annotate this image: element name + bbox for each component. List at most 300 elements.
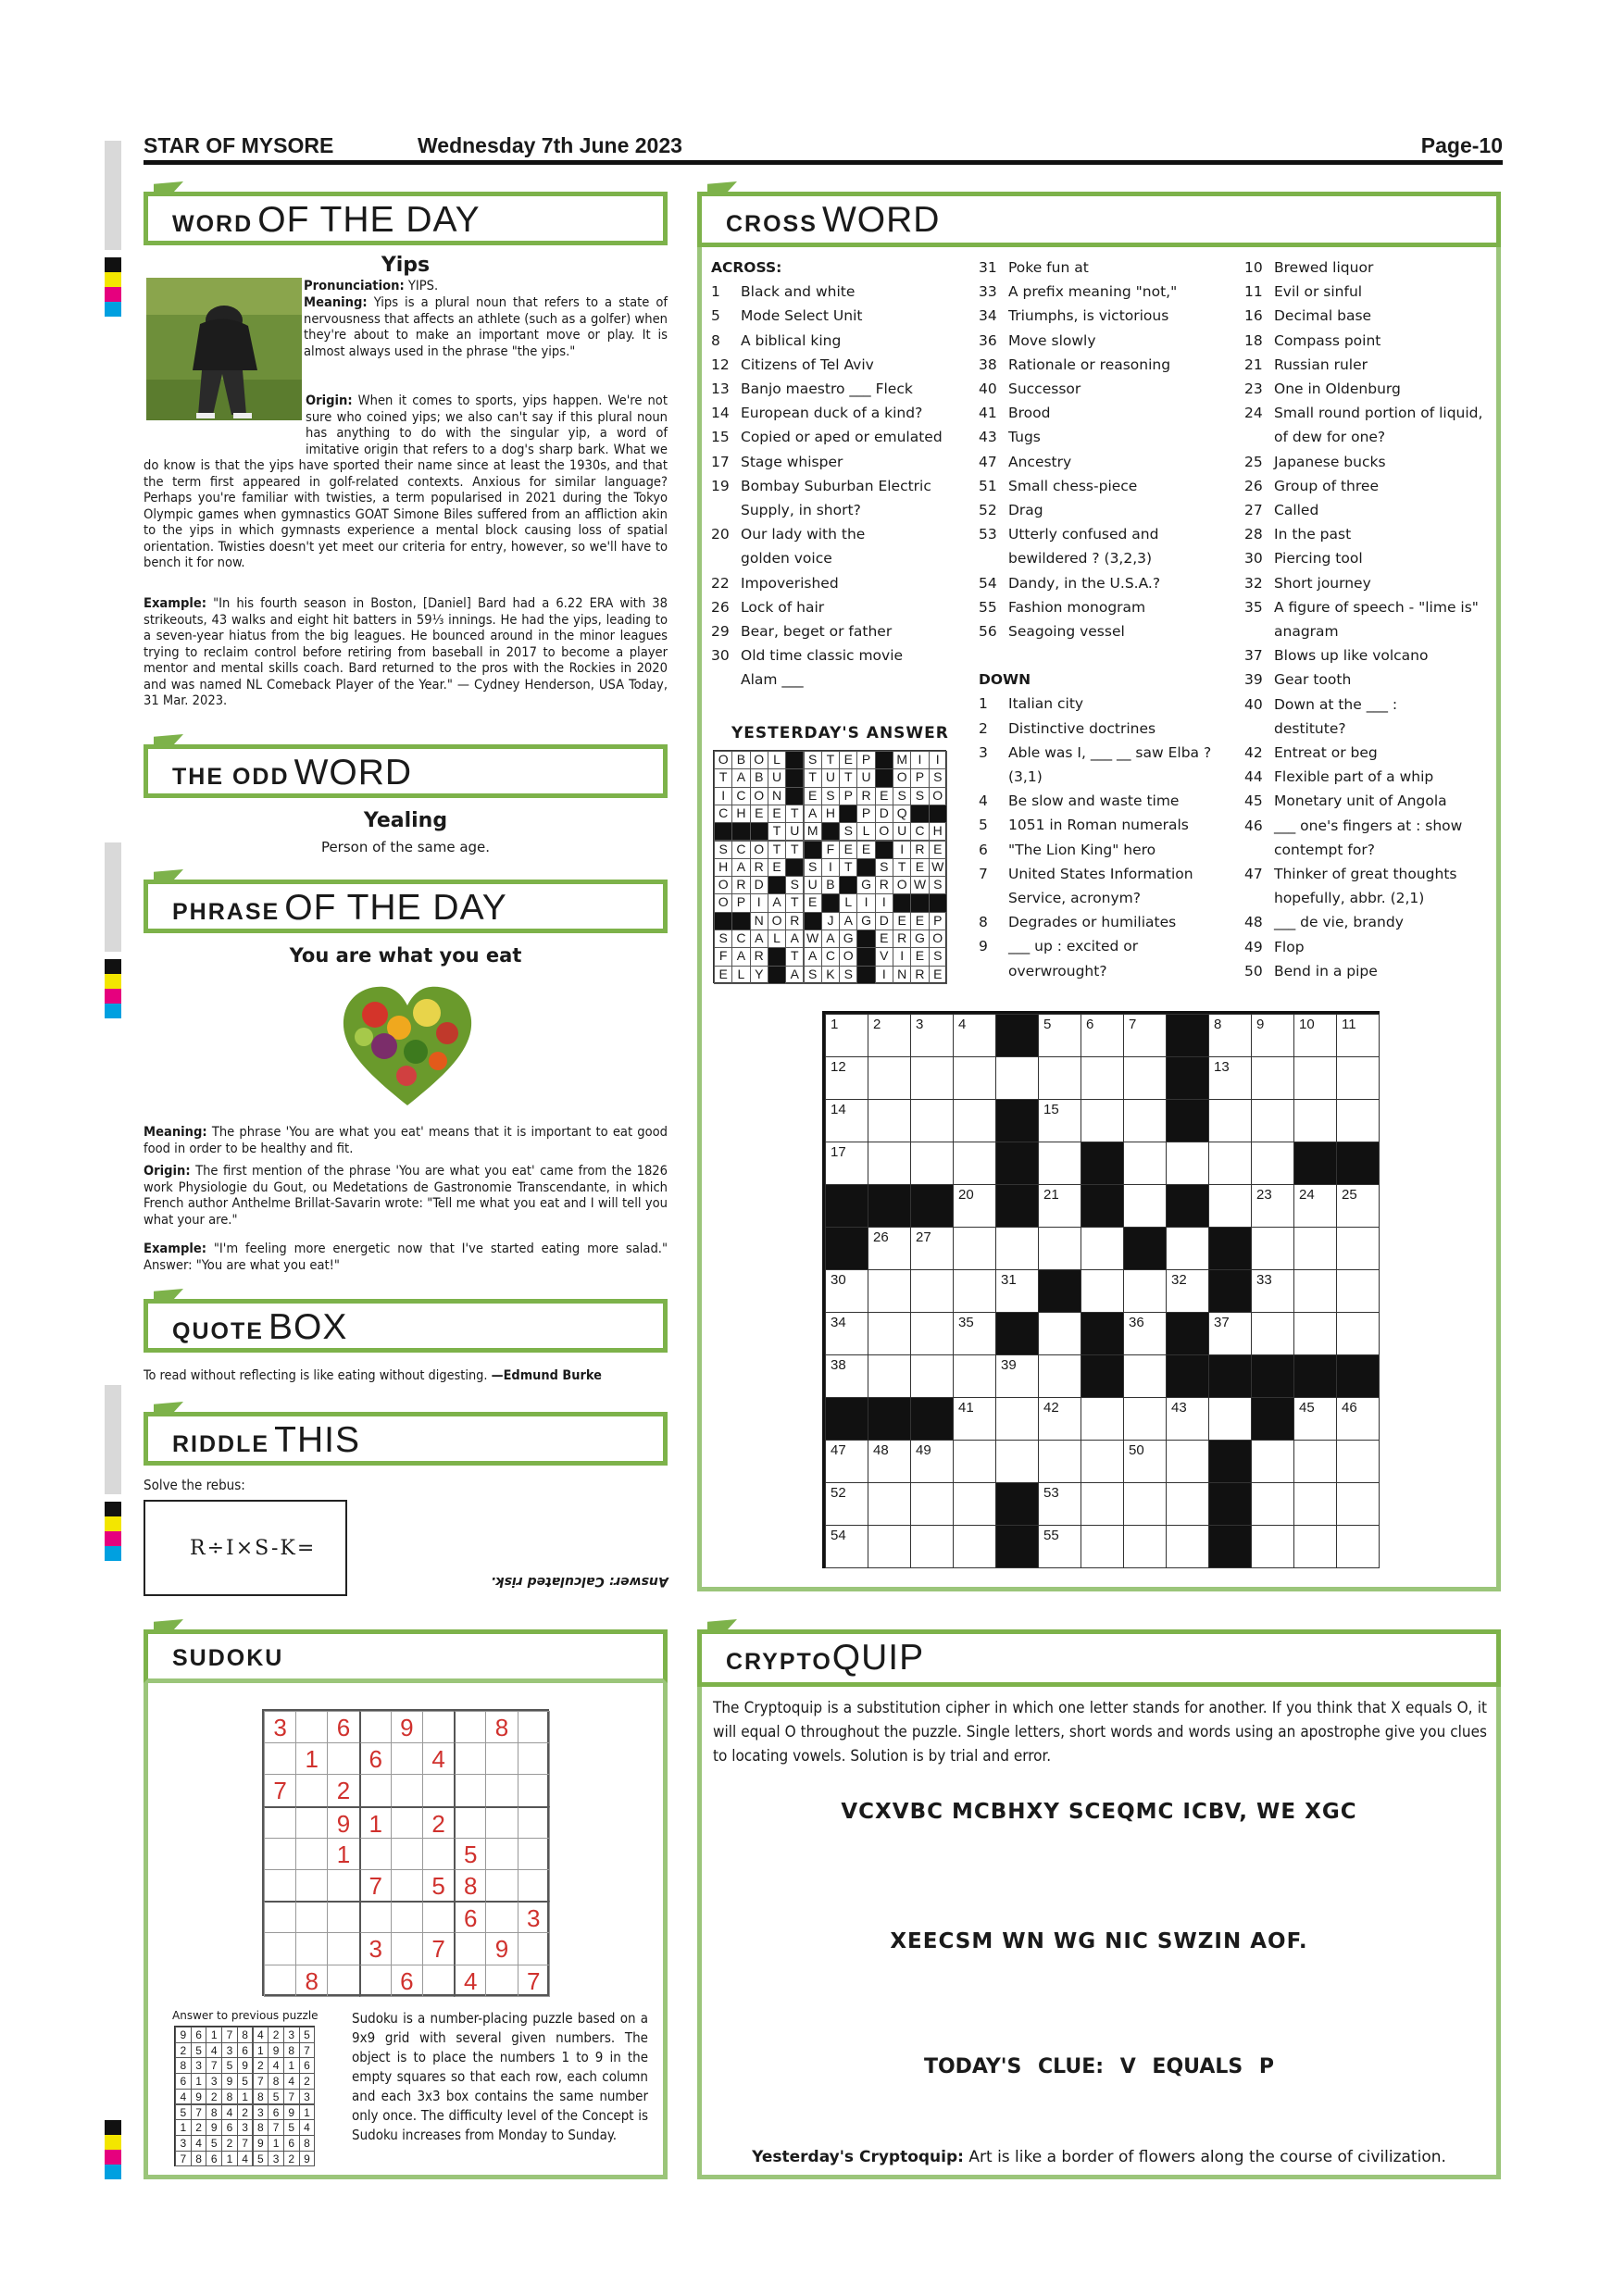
answer-cell: I [893,841,911,859]
clue: 44 Flexible part of a whip [1244,768,1434,786]
rebus-box [144,1500,347,1596]
sudoku-cell[interactable] [327,1869,359,1902]
sudoku-cell[interactable]: 4 [454,1965,486,1997]
answer-cell [856,947,875,966]
answer-cell: P [910,768,929,787]
crossword-cell[interactable]: 24 [1293,1184,1337,1228]
clue: 46 ___ one's fingers at : show [1244,817,1463,834]
crossword-cell[interactable] [1208,1184,1252,1228]
crossword-cell[interactable]: 53 [1038,1482,1081,1526]
sudoku-cell[interactable]: 3 [518,1901,550,1933]
sudoku-cell[interactable]: 8 [485,1711,518,1743]
crossword-cell[interactable] [953,1227,996,1270]
crossword-cell[interactable] [910,1482,954,1526]
sudoku-cell[interactable] [264,1742,296,1775]
crossword-cell[interactable] [1123,1184,1167,1228]
sudoku-cell[interactable] [359,1838,392,1870]
sudoku-cell[interactable] [264,1932,296,1965]
crossword-cell[interactable] [868,1099,911,1142]
clue: 34 Triumphs, is victorious [979,307,1169,325]
sudoku-cell[interactable] [327,1932,359,1965]
crossword-cell[interactable] [1123,1056,1167,1100]
crossword-cell[interactable] [953,1269,996,1313]
black-square [1081,1354,1124,1398]
sudoku-cell[interactable] [391,1869,423,1902]
sudoku-cell[interactable]: 6 [327,1711,359,1743]
crossword-cell[interactable]: 9 [1251,1014,1294,1057]
answer-cell [875,751,893,769]
sudoku-cell[interactable] [327,1742,359,1775]
clue: 32 Short journey [1244,574,1371,592]
previous-answer-cell: 5 [268,2089,284,2105]
previous-answer-cell: 4 [299,2119,316,2136]
sudoku-cell[interactable] [264,1965,296,1997]
crossword-cell[interactable] [1038,1056,1081,1100]
answer-cell: A [785,966,804,984]
answer-cell: R [731,876,750,894]
sudoku-cell[interactable] [264,1806,296,1839]
crossword-cell[interactable] [1293,1525,1337,1568]
crossword-cell[interactable] [1293,1482,1337,1526]
sudoku-cell[interactable] [422,1838,455,1870]
answer-cell: L [856,822,875,841]
sudoku-cell[interactable] [518,1932,550,1965]
sudoku-cell[interactable]: 9 [391,1711,423,1743]
crossword-cell[interactable]: 11 [1336,1014,1380,1057]
answer-cell: S [929,947,947,966]
crossword-cell[interactable] [1251,1525,1294,1568]
answer-cell [804,841,822,859]
clue: Service, acronym? [1008,890,1141,907]
clue: 40 Successor [979,381,1081,398]
crossword-cell[interactable] [1336,1312,1380,1355]
sudoku-cell[interactable]: 9 [485,1932,518,1965]
crossword-cell[interactable]: 3 [910,1014,954,1057]
crossword-cell[interactable] [1336,1440,1380,1483]
sudoku-cell[interactable] [327,1901,359,1933]
sudoku-cell[interactable]: 6 [454,1901,486,1933]
crossword-cell[interactable] [1081,1525,1124,1568]
clue: Supply, in short? [741,502,861,519]
crossword-cell[interactable] [953,1056,996,1100]
crossword-cell[interactable] [868,1269,911,1313]
crossword-cell[interactable]: 7 [1123,1014,1167,1057]
sudoku-cell[interactable] [454,1774,486,1806]
crossword-cell[interactable] [1208,1397,1252,1441]
crossword-cell[interactable] [1208,1142,1252,1185]
previous-answer-cell: 8 [206,2104,222,2121]
crossword-cell[interactable] [1081,1269,1124,1313]
yesterday-crossword-answer [713,750,946,983]
answer-cell: C [910,822,929,841]
crossword-cell[interactable]: 36 [1123,1312,1167,1355]
clue: 13 Banjo maestro ___ Fleck [711,381,913,398]
crossword-cell[interactable] [1293,1312,1337,1355]
black-square [1166,1014,1209,1057]
crossword-cell[interactable] [1123,1142,1167,1185]
crossword-cell[interactable] [1251,1099,1294,1142]
previous-answer-cell: 8 [221,2089,238,2105]
previous-answer-cell: 5 [206,2135,222,2152]
crossword-cell[interactable] [868,1354,911,1398]
answer-cell [875,768,893,787]
sudoku-cell[interactable] [264,1901,296,1933]
crossword-cell[interactable] [1038,1354,1081,1398]
crossword-cell[interactable]: 4 [953,1014,996,1057]
crossword-cell[interactable]: 33 [1251,1269,1294,1313]
sudoku-cell[interactable] [485,1838,518,1870]
previous-answer-cell: 1 [206,2027,222,2043]
sudoku-cell[interactable] [485,1901,518,1933]
quote-box-heading: QUOTE BOX [144,1299,668,1353]
crossword-cell[interactable] [1251,1142,1294,1185]
previous-answer-cell: 2 [299,2073,316,2090]
sudoku-cell[interactable]: 1 [295,1742,328,1775]
crossword-cell[interactable] [910,1525,954,1568]
crossword-cell[interactable]: 30 [825,1269,868,1313]
answer-cell: I [910,751,929,769]
crossword-cell[interactable]: 50 [1123,1440,1167,1483]
crossword-cell[interactable] [953,1525,996,1568]
sudoku-cell[interactable] [264,1838,296,1870]
crossword-cell[interactable]: 31 [995,1269,1039,1313]
sudoku-cell[interactable]: 8 [454,1869,486,1902]
crossword-cell[interactable] [1166,1227,1209,1270]
crossword-cell[interactable]: 2 [868,1014,911,1057]
crossword-cell[interactable] [1336,1099,1380,1142]
crossword-cell[interactable] [868,1142,911,1185]
sudoku-cell[interactable] [391,1806,423,1839]
sudoku-cell[interactable]: 6 [391,1965,423,1997]
crossword-cell[interactable] [1081,1440,1124,1483]
sudoku-cell[interactable]: 7 [422,1932,455,1965]
crossword-cell[interactable] [1336,1482,1380,1526]
sudoku-cell[interactable]: 7 [264,1774,296,1806]
sudoku-cell[interactable] [295,1806,328,1839]
crossword-cell[interactable]: 23 [1251,1184,1294,1228]
crossword-cell[interactable]: 17 [825,1142,868,1185]
crossword-cell[interactable] [1251,1312,1294,1355]
crossword-cell[interactable]: 6 [1081,1014,1124,1057]
sudoku-cell[interactable] [485,1742,518,1775]
crossword-cell[interactable]: 38 [825,1354,868,1398]
crossword-cell[interactable] [1166,1142,1209,1185]
crossword-cell[interactable] [1336,1269,1380,1313]
sudoku-cell[interactable] [454,1742,486,1775]
crossword-cell[interactable]: 5 [1038,1014,1081,1057]
answer-cell: E [875,787,893,805]
sudoku-cell[interactable] [359,1711,392,1743]
sudoku-cell[interactable] [295,1711,328,1743]
crossword-cell[interactable] [1038,1312,1081,1355]
sudoku-cell[interactable] [295,1901,328,1933]
crossword-cell[interactable] [910,1354,954,1398]
crossword-cell[interactable]: 49 [910,1440,954,1483]
sudoku-cell[interactable]: 8 [295,1965,328,1997]
sudoku-cell[interactable]: 3 [264,1711,296,1743]
answer-cell: I [893,947,911,966]
crossword-cell[interactable]: 13 [1208,1056,1252,1100]
previous-answer-cell: 3 [299,2089,316,2105]
crossword-cell[interactable] [1208,1099,1252,1142]
answer-cell: Y [750,966,768,984]
answer-cell: O [714,876,732,894]
answer-cell: R [785,912,804,930]
previous-answer-label: Answer to previous puzzle [172,2009,319,2022]
crossword-cell[interactable] [995,1440,1039,1483]
crossword-cell[interactable]: 1 [825,1014,868,1057]
answer-cell: S [839,966,857,984]
crossword-cell[interactable]: 25 [1336,1184,1380,1228]
crossword-cell[interactable]: 32 [1166,1269,1209,1313]
sudoku-cell[interactable] [295,1869,328,1902]
crossword-cell[interactable]: 20 [953,1184,996,1228]
date: Wednesday 7th June 2023 [418,133,682,157]
crossword-cell[interactable] [1336,1227,1380,1270]
yesterday-cryptoquip: Yesterday's Cryptoquip: Art is like a border of flowers along the course of civilization. [752,2148,1446,2166]
previous-answer-cell: 9 [191,2089,207,2105]
sudoku-cell[interactable] [359,1774,392,1806]
sudoku-cell[interactable] [391,1901,423,1933]
crossword-cell[interactable]: 41 [953,1397,996,1441]
crossword-cell[interactable] [1123,1099,1167,1142]
sudoku-cell[interactable]: 2 [422,1806,455,1839]
crossword-cell[interactable] [910,1142,954,1185]
sudoku-cell[interactable]: 1 [327,1838,359,1870]
sudoku-cell[interactable] [327,1965,359,1997]
crossword-cell[interactable]: 15 [1038,1099,1081,1142]
previous-answer-cell: 7 [206,2057,222,2074]
clue: 37 Blows up like volcano [1244,647,1429,665]
crossword-cell[interactable] [1336,1525,1380,1568]
crossword-cell[interactable] [953,1482,996,1526]
clue: 14 European duck of a kind? [711,405,923,422]
previous-answer-cell: 2 [237,2104,254,2121]
clue: 43 Tugs [979,429,1041,446]
crossword-cell[interactable] [953,1099,996,1142]
previous-answer-cell: 3 [191,2057,207,2074]
crossword-cell[interactable]: 54 [825,1525,868,1568]
crossword-cell[interactable] [953,1440,996,1483]
crossword-cell[interactable] [1293,1440,1337,1483]
crossword-cell[interactable] [1038,1440,1081,1483]
sudoku-cell[interactable] [518,1869,550,1902]
answer-cell: I [714,787,732,805]
answer-cell: A [821,930,840,948]
crossword-cell[interactable]: 52 [825,1482,868,1526]
sudoku-cell[interactable] [518,1742,550,1775]
previous-answer-cell: 7 [191,2104,207,2121]
crossword-cell[interactable]: 46 [1336,1397,1380,1441]
crossword-cell[interactable] [1123,1525,1167,1568]
answer-cell: E [893,912,911,930]
black-square [1081,1142,1124,1185]
sudoku-cell[interactable] [454,1932,486,1965]
sudoku-cell[interactable] [391,1932,423,1965]
crossword-cell[interactable] [1081,1056,1124,1100]
previous-answer-cell: 4 [237,2151,254,2167]
crossword-cell[interactable]: 10 [1293,1014,1337,1057]
sudoku-cell[interactable]: 7 [359,1869,392,1902]
sudoku-cell[interactable] [391,1838,423,1870]
sudoku-heading: SUDOKU [144,1629,668,1683]
crossword-cell[interactable] [1293,1269,1337,1313]
rebus: R÷I×S-K= [190,1537,317,1560]
crossword-cell[interactable]: 35 [953,1312,996,1355]
sudoku-cell[interactable] [295,1838,328,1870]
crossword-cell[interactable]: 12 [825,1056,868,1100]
crossword-cell[interactable] [953,1142,996,1185]
crossword-cell[interactable] [868,1525,911,1568]
crossword-cell[interactable] [910,1099,954,1142]
clue: 5 Mode Select Unit [711,307,863,325]
answer-cell [714,822,732,841]
answer-cell: S [821,787,840,805]
previous-answer-cell: 4 [268,2057,284,2074]
sudoku-cell[interactable] [422,1901,455,1933]
sudoku-cell[interactable] [518,1774,550,1806]
crossword-cell[interactable] [1251,1227,1294,1270]
answer-cell [768,876,786,894]
crossword-cell[interactable] [995,1056,1039,1100]
sudoku-cell[interactable] [454,1711,486,1743]
sudoku-cell[interactable] [295,1932,328,1965]
sudoku-cell[interactable] [518,1838,550,1870]
answer-cell: E [750,805,768,823]
crossword-cell[interactable] [1293,1227,1337,1270]
crossword-cell[interactable]: 43 [1166,1397,1209,1441]
sudoku-cell[interactable] [485,1774,518,1806]
sudoku-cell[interactable]: 6 [359,1742,392,1775]
crossword-cell[interactable] [1123,1269,1167,1313]
crossword-cell[interactable]: 34 [825,1312,868,1355]
crossword-cell[interactable]: 37 [1208,1312,1252,1355]
crossword-cell[interactable]: 26 [868,1227,911,1270]
crossword-cell[interactable]: 14 [825,1099,868,1142]
crossword-cell[interactable] [1251,1440,1294,1483]
crossword-cell[interactable] [868,1056,911,1100]
answer-cell: W [804,930,822,948]
crossword-cell[interactable] [868,1312,911,1355]
crossword-cell[interactable]: 39 [995,1354,1039,1398]
answer-cell: O [714,751,732,769]
sudoku-cell[interactable] [391,1774,423,1806]
sudoku-cell[interactable] [359,1901,392,1933]
crossword-cell[interactable] [1293,1099,1337,1142]
clue: 29 Bear, beget or father [711,623,893,641]
crossword-cell[interactable] [995,1227,1039,1270]
crossword-cell[interactable] [1166,1440,1209,1483]
previous-answer-cell: 2 [268,2027,284,2043]
sudoku-cell[interactable] [422,1774,455,1806]
clue: 8 A biblical king [711,331,842,349]
crossword-cell[interactable] [1251,1056,1294,1100]
crossword-cell[interactable] [995,1397,1039,1441]
odd-word-meaning: Person of the same age. [320,839,491,855]
crossword-cell[interactable]: 21 [1038,1184,1081,1228]
clue: 1 Italian city [979,695,1084,713]
crossword-cell[interactable]: 47 [825,1440,868,1483]
crossword-cell[interactable] [1293,1056,1337,1100]
previous-answer-cell: 8 [283,2042,300,2059]
answer-cell: E [768,805,786,823]
black-square [995,1142,1039,1185]
sudoku-cell[interactable] [359,1965,392,1997]
sudoku-cell[interactable] [391,1742,423,1775]
sudoku-cell[interactable] [454,1806,486,1839]
black-square [995,1482,1039,1526]
crossword-cell[interactable] [1251,1482,1294,1526]
sudoku-cell[interactable] [518,1711,550,1743]
crossword-cell[interactable] [1081,1099,1124,1142]
sudoku-cell[interactable]: 5 [422,1869,455,1902]
margin-strip [105,141,121,250]
black-square [1336,1354,1380,1398]
crossword-cell[interactable] [910,1269,954,1313]
sudoku-cell[interactable] [485,1806,518,1839]
sudoku-cell[interactable] [264,1869,296,1902]
answer-cell: T [839,858,857,877]
crossword-cell[interactable] [1038,1227,1081,1270]
margin-strip [105,842,121,952]
crossword-cell[interactable] [1123,1354,1167,1398]
sudoku-cell[interactable] [518,1806,550,1839]
sudoku-cell[interactable] [485,1965,518,1997]
sudoku-cell[interactable]: 2 [327,1774,359,1806]
sudoku-cell[interactable]: 1 [359,1806,392,1839]
answer-cell: P [929,912,947,930]
sudoku-cell[interactable]: 9 [327,1806,359,1839]
sudoku-cell[interactable]: 3 [359,1932,392,1965]
crossword-cell[interactable]: 45 [1293,1397,1337,1441]
crossword-cell[interactable] [868,1482,911,1526]
answer-cell: C [731,841,750,859]
crossword-cell[interactable] [910,1312,954,1355]
crossword-cell[interactable] [1336,1056,1380,1100]
word-of-the-day-heading: WORD OF THE DAY [144,192,668,245]
sudoku-cell[interactable] [422,1965,455,1997]
crossword-cell[interactable] [1166,1525,1209,1568]
sudoku-cell[interactable] [485,1869,518,1902]
crossword-cell[interactable]: 8 [1208,1014,1252,1057]
black-square [1123,1227,1167,1270]
answer-cell: F [714,947,732,966]
cipher-line-1: VCXVBC MCBHXY SCEQMC ICBV, WE XGC [841,1800,1357,1824]
crossword-cell[interactable]: 55 [1038,1525,1081,1568]
crossword-cell[interactable] [1123,1397,1167,1441]
answer-cell: L [768,751,786,769]
crossword-cell[interactable] [910,1056,954,1100]
sudoku-cell[interactable] [295,1774,328,1806]
crossword-cell[interactable]: 48 [868,1440,911,1483]
sudoku-cell[interactable]: 4 [422,1742,455,1775]
crossword-cell[interactable] [953,1354,996,1398]
color-registration-mark [105,2120,121,2179]
answer-cell: H [821,805,840,823]
crossword-cell[interactable] [1081,1482,1124,1526]
previous-answer-cell: 7 [299,2042,316,2059]
crossword-cell[interactable] [1038,1142,1081,1185]
crossword-cell[interactable] [1166,1482,1209,1526]
crossword-cell[interactable]: 27 [910,1227,954,1270]
crossword-cell[interactable]: 42 [1038,1397,1081,1441]
sudoku-cell[interactable] [422,1711,455,1743]
sudoku-cell[interactable]: 7 [518,1965,550,1997]
crossword-cell[interactable] [1081,1397,1124,1441]
crossword-cell[interactable] [1123,1482,1167,1526]
sudoku-cell[interactable]: 5 [454,1838,486,1870]
crossword-cell[interactable] [1081,1227,1124,1270]
